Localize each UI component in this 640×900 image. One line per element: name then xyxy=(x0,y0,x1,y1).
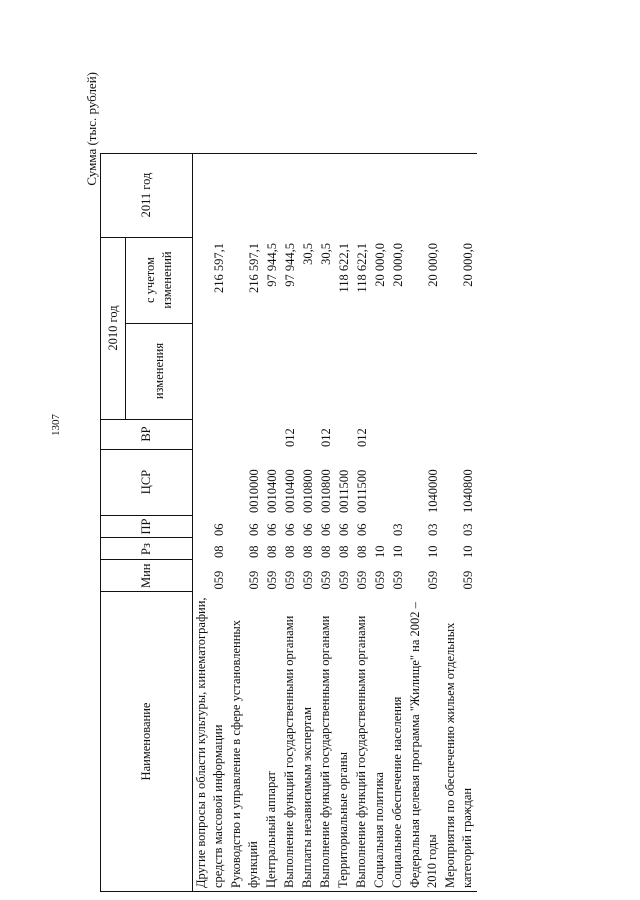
header-min: Мин xyxy=(101,560,193,592)
header-pr: ПР xyxy=(101,515,193,538)
cell-vr xyxy=(389,419,407,449)
header-csr: ЦСР xyxy=(101,449,193,515)
cell-pr: 06 xyxy=(283,523,297,536)
header-2010: 2010 год xyxy=(101,237,126,419)
cell-changes xyxy=(389,323,407,419)
cell-with-changes: 97 944,5 xyxy=(283,243,297,287)
cell-pr: 06 xyxy=(247,523,261,536)
cell-vr xyxy=(335,419,353,449)
cell-vr xyxy=(193,419,229,449)
cell-name: Другие вопросы в области культуры, кинематографии, средств массовой информации xyxy=(193,592,229,892)
cell-pr: 06 xyxy=(301,523,315,536)
cell-changes xyxy=(335,323,353,419)
cell-rz: 10 xyxy=(426,545,440,558)
cell-csr: 0010800 xyxy=(319,469,333,514)
header-changes: изменения xyxy=(126,323,193,419)
cell-changes xyxy=(407,323,442,419)
cell-min: 059 xyxy=(355,570,369,590)
cell-min: 059 xyxy=(426,570,440,590)
cell-min: 059 xyxy=(283,570,297,590)
cell-name: Выплаты независимым экспертам xyxy=(299,592,317,892)
budget-table xyxy=(100,153,477,892)
cell-min: 059 xyxy=(301,570,315,590)
cell-rz: 08 xyxy=(337,545,351,558)
table-row xyxy=(299,153,317,891)
cell-changes xyxy=(299,323,317,419)
cell-vr xyxy=(371,419,389,449)
cell-csr: 0010000 xyxy=(247,469,261,514)
cell-with-changes: 118 622,1 xyxy=(355,243,369,293)
cell-rz: 08 xyxy=(301,545,315,558)
cell-rz: 10 xyxy=(391,545,405,558)
cell-name: Выполнение функций государственными органами xyxy=(317,592,335,892)
cell-rz: 08 xyxy=(319,545,333,558)
cell-pr: 06 xyxy=(319,523,333,536)
cell-csr: 1040000 xyxy=(426,469,440,514)
cell-name: Социальное обеспечение населения xyxy=(389,592,407,892)
cell-min: 059 xyxy=(337,570,351,590)
cell-y2011 xyxy=(263,153,281,237)
cell-pr: 06 xyxy=(355,523,369,536)
cell-y2011 xyxy=(281,153,299,237)
cell-changes xyxy=(193,323,229,419)
cell-min: 059 xyxy=(247,570,261,590)
cell-csr: 0011500 xyxy=(337,469,351,514)
cell-pr xyxy=(371,515,389,538)
cell-with-changes: 20 000,0 xyxy=(391,243,405,287)
cell-pr: 06 xyxy=(212,523,226,536)
cell-name: Мероприятия по обеспечению жильем отдельных категорий граждан xyxy=(442,592,477,892)
table-row xyxy=(407,153,442,891)
cell-with-changes: 20 000,0 xyxy=(373,243,387,287)
cell-csr xyxy=(193,449,229,515)
cell-rz: 08 xyxy=(355,545,369,558)
header-vr: ВР xyxy=(101,419,193,449)
cell-with-changes: 97 944,5 xyxy=(265,243,279,287)
cell-with-changes: 216 597,1 xyxy=(247,243,261,294)
cell-with-changes: 20 000,0 xyxy=(426,243,440,287)
table-body xyxy=(193,153,478,891)
cell-changes xyxy=(371,323,389,419)
cell-y2011 xyxy=(389,153,407,237)
cell-pr: 03 xyxy=(461,523,475,536)
cell-vr xyxy=(299,419,317,449)
cell-name: Социальная политика xyxy=(371,592,389,892)
cell-pr: 06 xyxy=(265,523,279,536)
cell-rz: 08 xyxy=(212,545,226,558)
cell-with-changes: 118 622,1 xyxy=(337,243,351,293)
cell-name: Центральный аппарат xyxy=(263,592,281,892)
cell-csr: 0010400 xyxy=(283,469,297,514)
cell-csr xyxy=(389,449,407,515)
cell-vr xyxy=(263,419,281,449)
header-name: Наименование xyxy=(101,592,193,892)
cell-rz: 08 xyxy=(247,545,261,558)
cell-pr: 03 xyxy=(391,523,405,536)
cell-name: Выполнение функций государственными органами xyxy=(353,592,371,892)
cell-min: 059 xyxy=(319,570,333,590)
cell-csr: 0010800 xyxy=(301,469,315,514)
cell-y2011 xyxy=(353,153,371,237)
table-row xyxy=(193,153,229,891)
cell-y2011 xyxy=(193,153,229,237)
cell-csr: 0011500 xyxy=(355,469,369,514)
cell-min: 059 xyxy=(391,570,405,590)
table-row xyxy=(442,153,477,891)
table-row xyxy=(335,153,353,891)
cell-min: 059 xyxy=(265,570,279,590)
cell-min: 059 xyxy=(373,570,387,590)
cell-csr: 1040800 xyxy=(461,469,475,514)
table-row xyxy=(353,153,371,891)
cell-with-changes: 216 597,1 xyxy=(212,243,226,294)
cell-min: 059 xyxy=(461,570,475,590)
header-with-changes: с учетом изменений xyxy=(126,237,193,323)
cell-changes xyxy=(263,323,281,419)
cell-rz: 08 xyxy=(265,545,279,558)
cell-y2011 xyxy=(371,153,389,237)
cell-vr xyxy=(407,419,442,449)
cell-changes xyxy=(442,323,477,419)
cell-name: Руководство и управление в сфере установленных функций xyxy=(228,592,263,892)
cell-changes xyxy=(281,323,299,419)
cell-changes xyxy=(353,323,371,419)
cell-name: Территориальные органы xyxy=(335,592,353,892)
cell-vr: 012 xyxy=(355,428,369,448)
cell-y2011 xyxy=(442,153,477,237)
table-row xyxy=(228,153,263,891)
header-2011: 2011 год xyxy=(101,153,193,237)
cell-vr: 012 xyxy=(283,428,297,448)
cell-with-changes: 30,5 xyxy=(319,243,333,265)
cell-changes xyxy=(317,323,335,419)
cell-y2011 xyxy=(299,153,317,237)
cell-rz: 08 xyxy=(283,545,297,558)
units-caption: Сумма (тыс. рублей) xyxy=(84,72,99,186)
cell-pr: 03 xyxy=(426,523,440,536)
cell-y2011 xyxy=(228,153,263,237)
cell-rz: 10 xyxy=(461,545,475,558)
cell-y2011 xyxy=(335,153,353,237)
cell-vr xyxy=(228,419,263,449)
header-rz: Рз xyxy=(101,538,193,560)
cell-with-changes: 30,5 xyxy=(301,243,315,265)
page-number: 1307 xyxy=(50,414,62,436)
cell-vr xyxy=(442,419,477,449)
table-row xyxy=(389,153,407,891)
cell-rz: 10 xyxy=(373,545,387,558)
cell-name: Федеральная целевая программа "Жилище" на 2002 – 2010 годы xyxy=(407,592,442,892)
table-row xyxy=(281,153,299,891)
rotated-page-content xyxy=(84,72,598,892)
table-row xyxy=(371,153,389,891)
table-row xyxy=(317,153,335,891)
cell-changes xyxy=(228,323,263,419)
table-row xyxy=(263,153,281,891)
cell-csr xyxy=(371,449,389,515)
cell-pr: 06 xyxy=(337,523,351,536)
cell-name: Выполнение функций государственными органами xyxy=(281,592,299,892)
cell-min: 059 xyxy=(212,570,226,590)
cell-with-changes: 20 000,0 xyxy=(461,243,475,287)
cell-y2011 xyxy=(317,153,335,237)
cell-y2011 xyxy=(407,153,442,237)
cell-vr: 012 xyxy=(319,428,333,448)
cell-csr: 0010400 xyxy=(265,469,279,514)
